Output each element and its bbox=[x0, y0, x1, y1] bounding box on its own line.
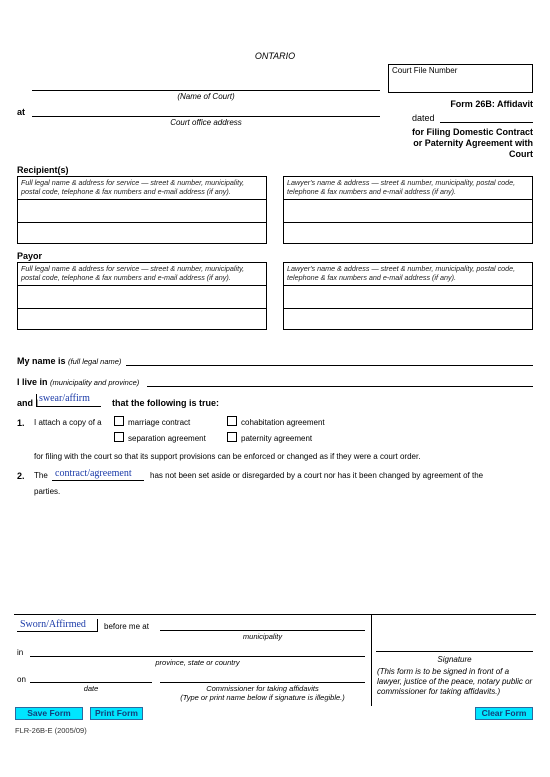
signature-label: Signature bbox=[437, 655, 472, 664]
cohabitation-agreement-label: cohabitation agreement bbox=[241, 418, 325, 427]
date-label: date bbox=[83, 684, 99, 693]
sworn-affirmed-value: Sworn/Affirmed bbox=[20, 619, 86, 630]
payor-party-box[interactable] bbox=[17, 262, 267, 330]
paternity-agreement-label: paternity agreement bbox=[241, 434, 313, 443]
court-office-address-field[interactable] bbox=[32, 116, 380, 117]
on-label: on bbox=[17, 675, 26, 684]
cohabitation-agreement-checkbox[interactable] bbox=[227, 416, 237, 426]
i-live-in-label: I live in bbox=[17, 377, 48, 387]
item2-continuation: parties. bbox=[34, 487, 61, 496]
separation-agreement-checkbox[interactable] bbox=[114, 432, 124, 442]
recipients-heading: Recipient(s) bbox=[17, 165, 69, 175]
payor-heading: Payor bbox=[17, 251, 43, 261]
item2-text: has not been set aside or disregarded by a court nor has it been changed by agreement of the bbox=[150, 471, 484, 480]
municipality-field[interactable] bbox=[160, 630, 365, 631]
commissioner-field[interactable] bbox=[160, 682, 365, 683]
marriage-contract-label: marriage contract bbox=[128, 418, 191, 427]
province-field[interactable] bbox=[30, 656, 365, 657]
name-of-court-field[interactable] bbox=[32, 90, 380, 91]
full-legal-name-hint: (full legal name) bbox=[68, 357, 122, 366]
save-form-button[interactable]: Save Form bbox=[15, 707, 83, 720]
dated-label: dated bbox=[412, 113, 435, 123]
in-label: in bbox=[17, 648, 24, 657]
court-office-address-label: Court office address bbox=[170, 118, 242, 127]
full-legal-name-field[interactable] bbox=[126, 365, 533, 366]
recipient-party-box[interactable] bbox=[17, 176, 267, 244]
before-me-at-label: before me at bbox=[104, 622, 149, 631]
date-field[interactable] bbox=[30, 682, 152, 683]
commissioner-label: Commissioner for taking affidavits bbox=[206, 684, 319, 693]
court-file-number-label: Court File Number bbox=[392, 66, 458, 75]
type-or-print-note: (Type or print name below if signature is illegible.) bbox=[180, 693, 345, 702]
payor-lawyer-box[interactable] bbox=[283, 262, 533, 330]
jurat-top-rule bbox=[14, 614, 536, 615]
contract-agreement-value: contract/agreement bbox=[55, 468, 132, 479]
dated-field[interactable] bbox=[440, 122, 533, 123]
jurisdiction-title: ONTARIO bbox=[254, 51, 296, 61]
marriage-contract-checkbox[interactable] bbox=[114, 416, 124, 426]
signature-field[interactable] bbox=[376, 651, 533, 652]
payor-lawyer-hint: Lawyer's name & address — street & number, municipality, postal code, telephone & fax numbers and e-mail address (if any). bbox=[287, 264, 516, 282]
municipality-province-hint: (municipality and province) bbox=[50, 378, 140, 387]
form-subtitle-3: Court bbox=[509, 149, 533, 159]
payor-party-hint: Full legal name & address for service — street & number, municipality, postal code, telephone & fax numbers and e-mail address (if any). bbox=[21, 264, 245, 282]
item1-number: 1. bbox=[17, 418, 25, 428]
recipient-lawyer-hint: Lawyer's name & address — street & number, municipality, postal code, telephone & fax numbers and e-mail address (if any). bbox=[287, 178, 516, 196]
signature-note: (This form is to be signed in front of a lawyer, justice of the peace, notary public or commissioner for taking affidavits.) bbox=[377, 667, 533, 696]
jurat-divider bbox=[371, 614, 372, 706]
swear-affirm-value: swear/affirm bbox=[39, 393, 90, 404]
court-file-number-box[interactable] bbox=[388, 64, 533, 93]
province-label: province, state or country bbox=[155, 658, 240, 667]
municipality-label: municipality bbox=[242, 632, 283, 641]
at-label: at bbox=[17, 107, 26, 117]
separation-agreement-label: separation agreement bbox=[128, 434, 206, 443]
item1-continuation: for filing with the court so that its support provisions can be enforced or changed as if they were a court order. bbox=[34, 452, 421, 461]
item1-text: I attach a copy of a bbox=[34, 418, 102, 427]
recipient-lawyer-box[interactable] bbox=[283, 176, 533, 244]
clear-form-button[interactable]: Clear Form bbox=[475, 707, 533, 720]
form-number: Form 26B: Affidavit bbox=[450, 99, 533, 109]
and-i-label: and I bbox=[17, 398, 39, 408]
item2-number: 2. bbox=[17, 471, 25, 481]
municipality-province-field[interactable] bbox=[147, 386, 533, 387]
form-subtitle-1: for Filing Domestic Contract bbox=[411, 127, 533, 137]
form-code: FLR-26B-E (2005/09) bbox=[15, 726, 87, 735]
my-name-label: My name is bbox=[17, 356, 66, 366]
paternity-agreement-checkbox[interactable] bbox=[227, 432, 237, 442]
form-subtitle-2: or Paternity Agreement with bbox=[413, 138, 533, 148]
name-of-court-label: (Name of Court) bbox=[177, 92, 235, 101]
print-form-button[interactable]: Print Form bbox=[90, 707, 143, 720]
recipient-party-hint: Full legal name & address for service — street & number, municipality, postal code, telephone & fax numbers and e-mail address (if any). bbox=[21, 178, 245, 196]
that-following-label: that the following is true: bbox=[112, 398, 219, 408]
my-name-row bbox=[17, 356, 121, 366]
i-live-in-row bbox=[17, 377, 139, 387]
item2-the: The bbox=[34, 471, 48, 480]
